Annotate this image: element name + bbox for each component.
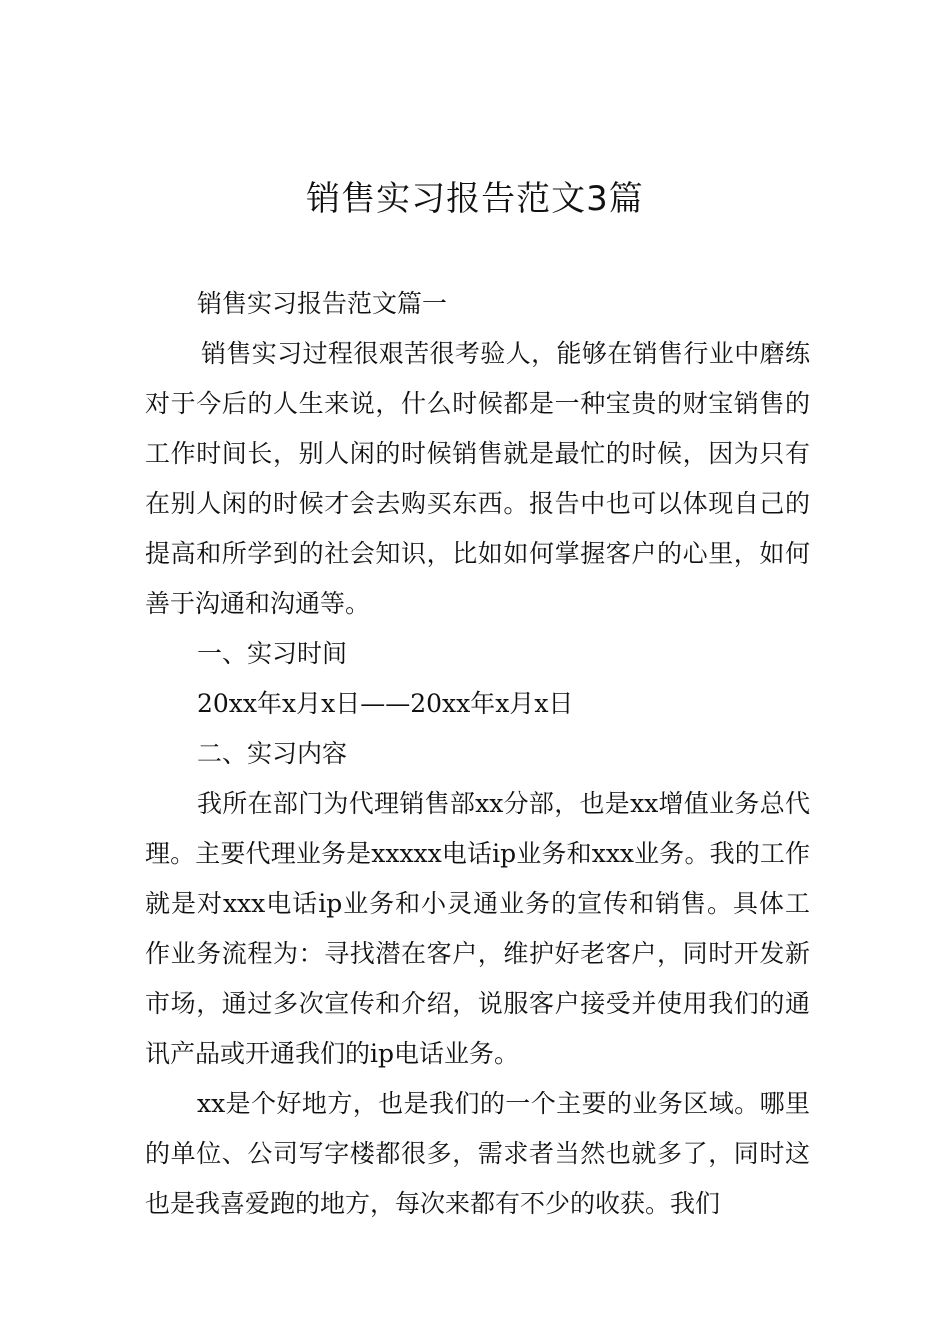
department-paragraph: 我所在部门为代理销售部xx分部，也是xx增值业务总代理。主要代理业务是xxxxx电话ip业务和xxx业务。我的工作就是对xxx电话ip业务和小灵通业务的宣传和销售。具体工作业务流程为：寻找潜在客户，维护好老客户，同时开发新市场，通过多次宣传和介绍，说服客户接受并使用我们的通讯产品或开通我们的ip电话业务。 xyxy=(145,789,810,1068)
intro-paragraph: 销售实习过程很艰苦很考验人，能够在销售行业中磨练对于今后的人生来说，什么时候都是一种宝贵的财宝销售的工作时间长，别人闲的时候销售就是最忙的时候，因为只有在别人闲的时候才会去购买东西。报告中也可以体现自己的提高和所学到的社会知识，比如如何掌握客户的心里，如何善于沟通和沟通等。 xyxy=(145,339,810,618)
heading-internship-time: 一、实习时间 xyxy=(197,639,348,668)
document-title: 销售实习报告范文3篇 xyxy=(306,179,644,219)
section-heading-part-one: 销售实习报告范文篇一 xyxy=(197,289,448,318)
heading-internship-content: 二、实习内容 xyxy=(197,739,348,768)
internship-date-range: 20xx年x月x日——20xx年x月x日 xyxy=(197,689,574,718)
business-area-paragraph: xx是个好地方，也是我们的一个主要的业务区域。哪里的单位、公司写字楼都很多，需求者当然也就多了，同时这也是我喜爱跑的地方，每次来都有不少的收获。我们 xyxy=(145,1089,810,1218)
document-body xyxy=(145,279,810,1229)
